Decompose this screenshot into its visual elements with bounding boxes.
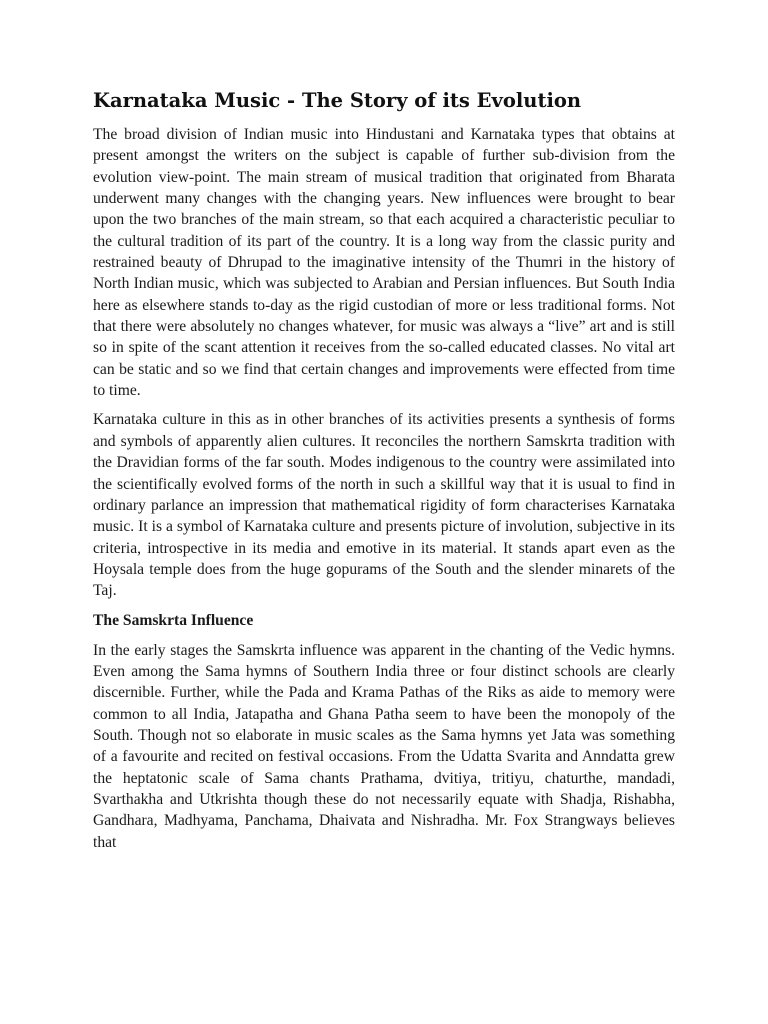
document-page bbox=[93, 86, 675, 861]
section-heading-samskrta-influence: The Samskrta Influence bbox=[93, 611, 254, 629]
paragraph-karnataka-culture: Karnataka culture in this as in other branches of its activities presents a synthesis of forms and symbols of apparently alien cultures. It reconciles the northern Samskrta tradition with the Dravidian forms of the far south. Modes indigenous to the country were assimilated into the scientifically evolved forms of the north in such a skillful way that it is usual to find in ordinary parlance an impression that mathematical rigidity of form characterises Karnataka music. It is a symbol of Karnataka culture and presents picture of involution, subjective in its criteria, introspective in its media and emotive in its material. It stands apart even as the Hoysala temple does from the huge gopurams of the South and the slender minarets of the Taj. bbox=[93, 411, 675, 600]
paragraph-intro: The broad division of Indian music into Hindustani and Karnataka types that obtains at present amongst the writers on the subject is capable of further sub-division from the evolution view-point. The main stream of musical tradition that originated from Bharata underwent many changes with the changing years. New influences were brought to bear upon the two branches of the main stream, so that each acquired a characteristic peculiar to the cultural tradition of its part of the country. It is a long way from the classic purity and restrained beauty of Dhrupad to the imaginative intensity of the Thumri in the history of North Indian music, which was subjected to Arabian and Persian influences. But South India here as elsewhere stands to-day as the rigid custodian of more or less traditional forms. Not that there were absolutely no changes whatever, for music was always a “live” art and is still so in spite of the scant attention it receives from the so-called educated classes. No vital art can be static and so we find that certain changes and improvements were effected from time to time. bbox=[93, 126, 675, 400]
page-title: Karnataka Music - The Story of its Evolution bbox=[93, 89, 582, 112]
paragraph-samskrta-influence: In the early stages the Samskrta influence was apparent in the chanting of the Vedic hymns. Even among the Sama hymns of Southern India three or four distinct schools are clearly discernible. Further, while the Pada and Krama Pathas of the Riks as aide to memory were common to all India, Jatapatha and Ghana Patha seem to have been the monopoly of the South. Though not so elaborate in music scales as the Sama hymns yet Jata was something of a favourite and recited on festival occasions. From the Udatta Svarita and Anndatta grew the heptatonic scale of Sama chants Prathama, dvitiya, tritiyu, chaturthe, mandadi, Svarthakha and Utkrishta though these do not necessarily equate with Shadja, Rishabha, Gandhara, Madhyama, Panchama, Dhaivata and Nishradha. Mr. Fox Strangways believes that bbox=[93, 641, 675, 851]
